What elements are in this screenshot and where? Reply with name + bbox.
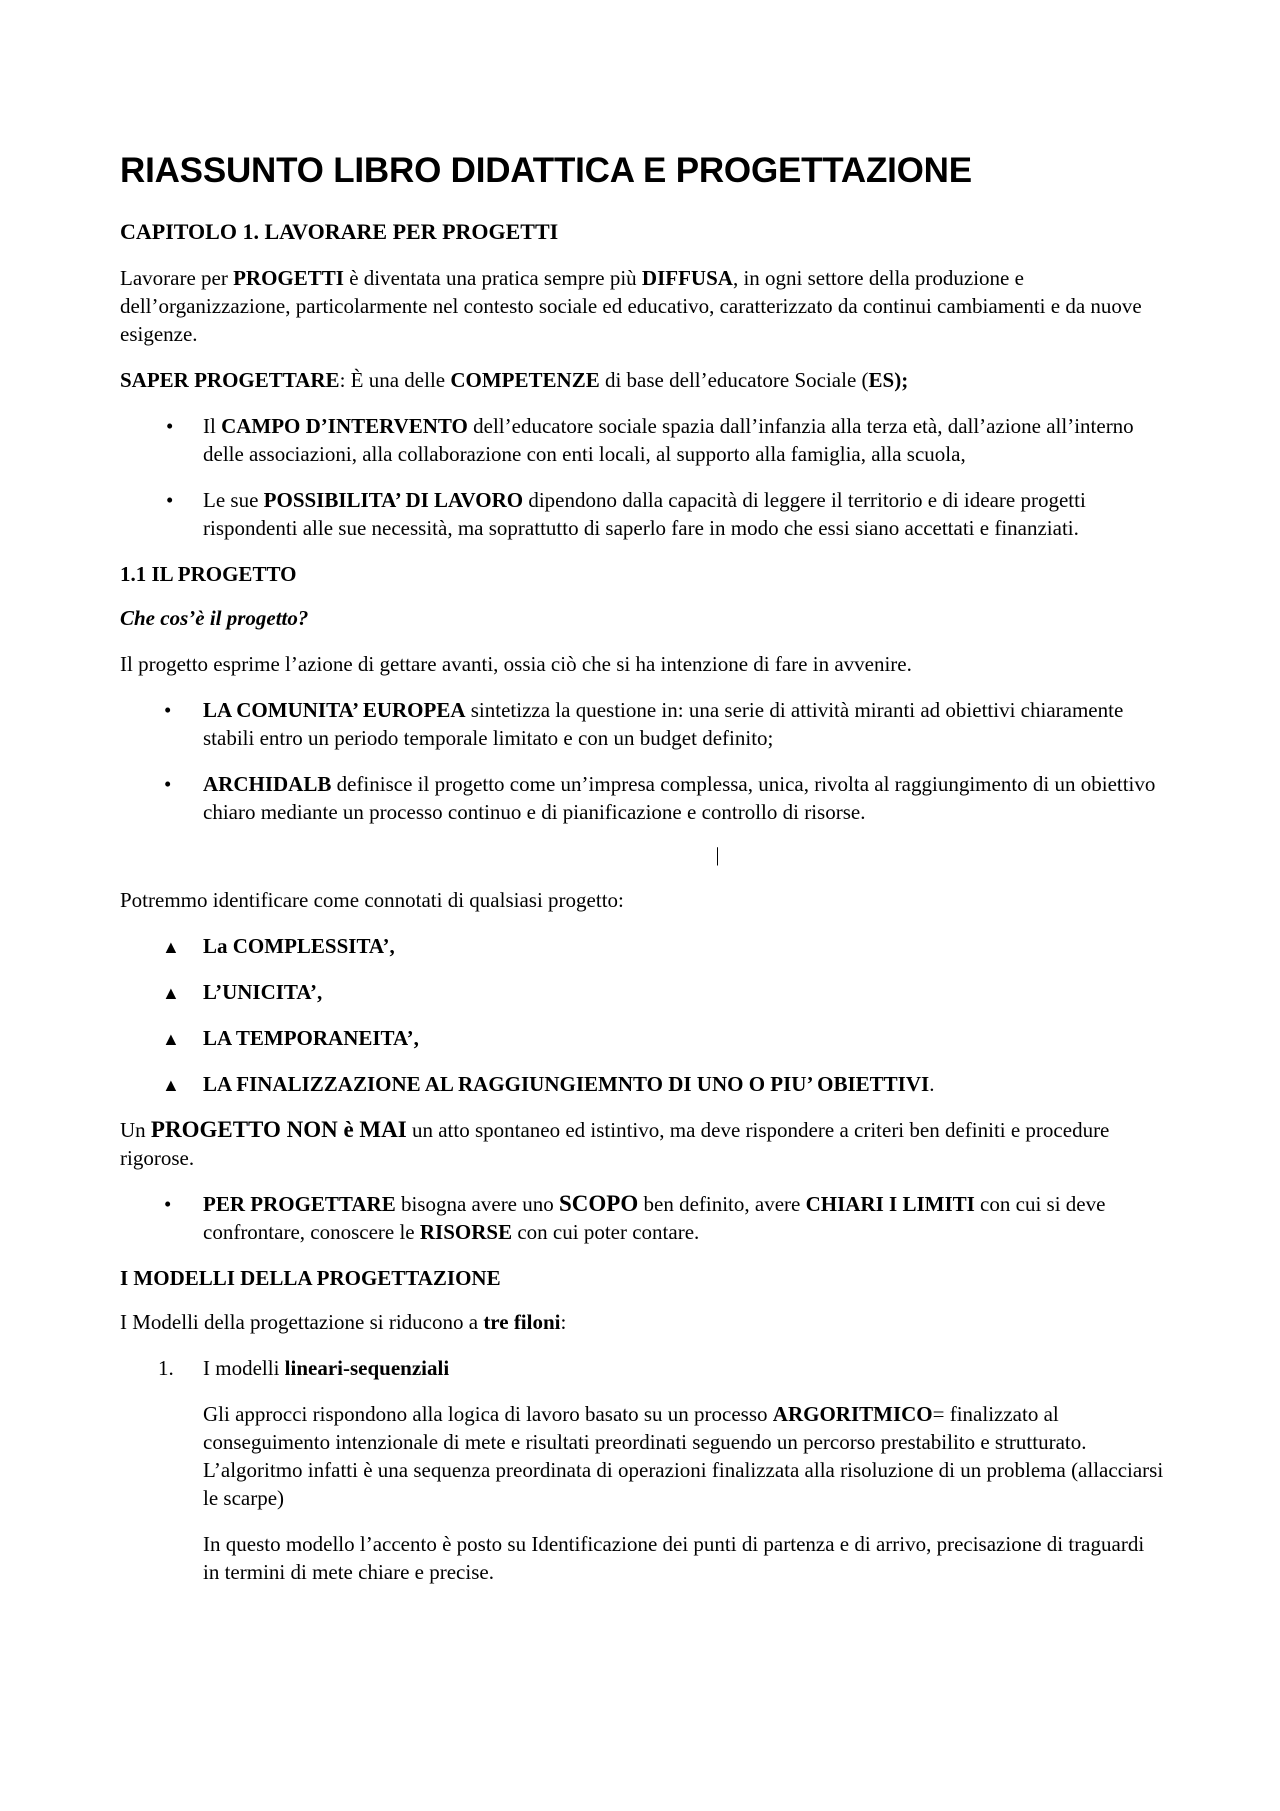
bold-text: PROGETTI xyxy=(233,266,344,290)
bold-text: L’UNICITA’, xyxy=(203,980,323,1004)
triangle-icon: ▲ xyxy=(162,1029,180,1049)
list-item xyxy=(120,770,1165,826)
bold-text: CAMPO D’INTERVENTO xyxy=(221,414,468,438)
connotati-list xyxy=(120,932,1165,1098)
bold-text: CHIARI I LIMITI xyxy=(805,1192,975,1216)
bold-text: DIFFUSA xyxy=(641,266,733,290)
list-item xyxy=(120,412,1165,468)
section-heading-1-1: 1.1 IL PROGETTO xyxy=(120,562,297,586)
text: ben definito, avere xyxy=(638,1192,806,1216)
text: dell’educatore sociale spazia dall’infanzia alla terza età, dall’azione all’interno delle associazioni, alla collaborazione con enti locali, al supporto alla famiglia, alla scuola, xyxy=(203,414,1134,466)
text: Un xyxy=(120,1118,151,1142)
bold-text: POSSIBILITA’ DI LAVORO xyxy=(263,488,524,512)
bold-text: lineari-sequenziali xyxy=(284,1356,450,1380)
text: I Modelli della progettazione si riducono a xyxy=(120,1310,484,1334)
bullet-icon: • xyxy=(164,772,172,796)
document-title: RIASSUNTO LIBRO DIDATTICA E PROGETTAZIONE xyxy=(120,151,972,190)
text: Le sue xyxy=(203,488,264,512)
list-item xyxy=(120,1070,1165,1098)
progetto-definition: Il progetto esprime l’azione di gettare avanti, ossia ciò che si ha intenzione di fare in avvenire. xyxy=(120,652,912,676)
bullet-icon: • xyxy=(166,488,174,512)
text: con cui si deve confrontare, conoscere le xyxy=(203,1192,1106,1244)
bold-text: LA FINALIZZAZIONE AL RAGGIUNGIEMNTO DI UNO O PIU’ OBIETTIVI xyxy=(203,1072,930,1096)
list-item xyxy=(120,1024,1165,1052)
bold-text: ARCHIDALB xyxy=(203,772,332,796)
modelli-heading: I MODELLI DELLA PROGETTAZIONE xyxy=(120,1266,501,1290)
triangle-icon: ▲ xyxy=(162,937,180,957)
text-cursor xyxy=(120,844,1165,872)
question-subheading: Che cos’è il progetto? xyxy=(120,606,309,630)
text: con cui poter contare. xyxy=(512,1220,700,1244)
text: . xyxy=(929,1072,935,1096)
bold-text: LA TEMPORANEITA’, xyxy=(203,1026,419,1050)
saper-progettare-paragraph xyxy=(120,366,1165,394)
list-item xyxy=(120,696,1165,752)
text: : xyxy=(560,1310,567,1334)
modelli-list xyxy=(120,1354,1165,1382)
bold-text: RISORSE xyxy=(419,1220,513,1244)
bold-text: La COMPLESSITA’, xyxy=(203,934,395,958)
bullet-icon: • xyxy=(166,414,174,438)
text: definisce il progetto come un’impresa complessa, unica, rivolta al raggiungimento di un obiettivo chiaro mediante un processo continuo e di pianificazione e controllo di risorse. xyxy=(203,772,1156,824)
bold-text: ES); xyxy=(868,368,909,392)
text: è diventata una pratica sempre più xyxy=(343,266,642,290)
text: = finalizzato al conseguimento intenzionale di mete e risultati preordinati seguendo un percorso prestabilito e strutturato. L’algoritmo infatti è una sequenza preordinata di operazioni finalizzata alla risoluzione di un problema (allacciarsi le scarpe) xyxy=(203,1402,1164,1510)
list-item xyxy=(120,1190,1165,1246)
bold-text: ARGORITMICO xyxy=(772,1402,933,1426)
text: di base dell’educatore Sociale ( xyxy=(599,368,869,392)
progetto-non-mai-paragraph xyxy=(120,1116,1165,1172)
text: dipendono dalla capacità di leggere il territorio e di ideare progetti rispondenti alle sue necessità, ma soprattutto di saperlo fare in modo che essi siano accettati e finanziati. xyxy=(203,488,1086,540)
bold-text: tre filoni xyxy=(483,1310,561,1334)
document-content xyxy=(120,150,1165,1604)
text: Lavorare per xyxy=(120,266,234,290)
bullet-icon: • xyxy=(164,698,172,722)
modelli-intro xyxy=(120,1308,1165,1336)
per-progettare-list xyxy=(120,1190,1165,1246)
bold-text: LA COMUNITA’ EUROPEA xyxy=(203,698,466,722)
bold-text: PER PROGETTARE xyxy=(203,1192,396,1216)
connotati-intro: Potremmo identificare come connotati di qualsiasi progetto: xyxy=(120,888,624,912)
text: bisogna avere uno xyxy=(395,1192,560,1216)
list-item xyxy=(120,932,1165,960)
bold-text: COMPETENZE xyxy=(450,368,600,392)
text: I modelli xyxy=(203,1356,285,1380)
intro-paragraph xyxy=(120,264,1165,348)
lineari-paragraph-1 xyxy=(120,1400,1165,1512)
list-item xyxy=(120,486,1165,542)
text: Il xyxy=(203,414,222,438)
triangle-icon: ▲ xyxy=(162,983,180,1003)
saper-list xyxy=(120,412,1165,542)
text: , in ogni settore della produzione e dell’organizzazione, particolarmente nel contesto sociale ed educativo, caratterizzato da continui cambiamenti e da nuove esigenze. xyxy=(120,266,1142,346)
list-item xyxy=(120,978,1165,1006)
bold-text: PROGETTO NON è MAI xyxy=(150,1117,407,1142)
list-number: 1. xyxy=(158,1356,174,1380)
text: un atto spontaneo ed istintivo, ma deve rispondere a criteri ben definiti e procedure rigorose. xyxy=(120,1118,1110,1170)
text: Gli approcci rispondono alla logica di lavoro basato su un processo xyxy=(203,1402,773,1426)
lineari-paragraph-2: In questo modello l’accento è posto su Identificazione dei punti di partenza e di arrivo, precisazione di traguardi in termini di mete chiare e precise. xyxy=(203,1532,1145,1584)
text: sintetizza la questione in: una serie di attività miranti ad obiettivi chiaramente stabili entro un periodo temporale limitato e con un budget definito; xyxy=(203,698,1124,750)
bullet-icon: • xyxy=(164,1192,172,1216)
definitions-list xyxy=(120,696,1165,826)
bold-text: SAPER PROGETTARE xyxy=(120,368,340,392)
list-item xyxy=(120,1354,1165,1382)
bold-text: SCOPO xyxy=(559,1191,639,1216)
triangle-icon: ▲ xyxy=(162,1075,180,1095)
chapter-heading: CAPITOLO 1. LAVORARE PER PROGETTI xyxy=(120,219,559,244)
text: : È una delle xyxy=(339,368,451,392)
cursor-mark: | xyxy=(715,844,720,866)
